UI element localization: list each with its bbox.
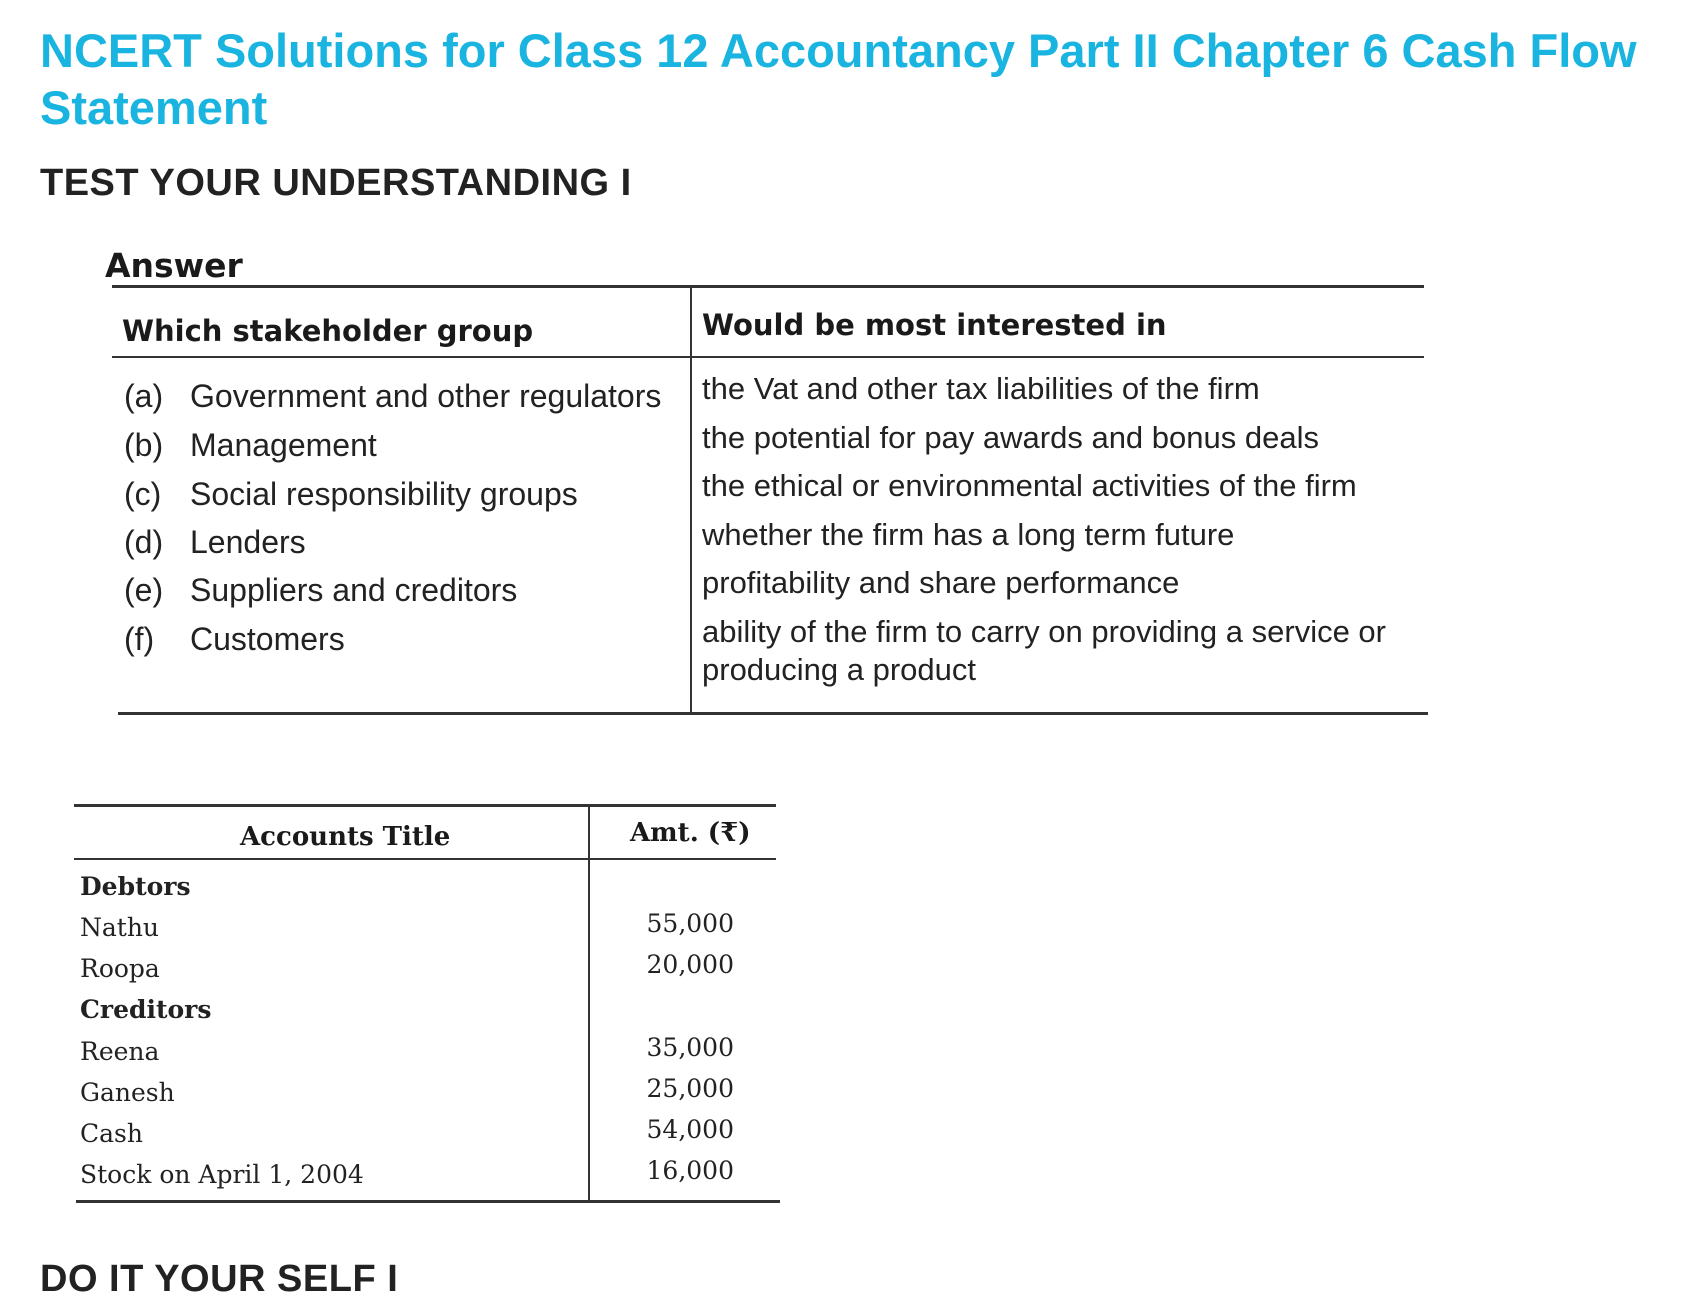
row-label: (f)	[124, 621, 155, 657]
table-row	[124, 524, 306, 561]
interest-text: the Vat and other tax liabilities of the firm	[702, 371, 1260, 406]
row-label: (c)	[124, 476, 162, 512]
account-amount: 54,000	[646, 1115, 734, 1144]
table-top-rule	[74, 804, 776, 807]
account-amount: 35,000	[646, 1033, 734, 1062]
table-header-rule	[74, 858, 776, 860]
table-column-divider	[690, 288, 692, 712]
table-bottom-rule	[76, 1200, 780, 1203]
table-header-rule	[112, 356, 1424, 358]
account-amount: 25,000	[646, 1074, 734, 1103]
account-amount: 20,000	[646, 950, 734, 979]
column-header-interested-in: Would be most interested in	[702, 308, 1167, 342]
row-label: (d)	[124, 524, 164, 560]
account-name: Ganesh	[80, 1078, 175, 1107]
section-heading-do-it-yourself: DO IT YOUR SELF I	[40, 1258, 399, 1300]
account-name: Stock on April 1, 2004	[80, 1160, 364, 1189]
section-heading-test-your-understanding: TEST YOUR UNDERSTANDING I	[40, 162, 632, 204]
interest-text: profitability and share performance	[702, 565, 1180, 600]
table-row	[124, 572, 517, 609]
row-label: (a)	[124, 378, 164, 414]
row-label: (e)	[124, 572, 164, 608]
stakeholder-group: Government and other regulators	[190, 378, 662, 414]
answer-label: Answer	[105, 246, 243, 285]
table-column-divider	[588, 806, 590, 1202]
account-name: Roopa	[80, 954, 160, 983]
interest-text: ability of the firm to carry on providing a service or producing a product	[702, 614, 1386, 687]
account-group-heading: Creditors	[80, 995, 212, 1024]
interest-text: whether the firm has a long term future	[702, 517, 1235, 552]
account-name: Nathu	[80, 913, 160, 942]
table-row	[124, 427, 377, 464]
interest-text: the potential for pay awards and bonus deals	[702, 420, 1319, 455]
stakeholder-group: Management	[190, 427, 377, 463]
stakeholder-group: Suppliers and creditors	[190, 572, 518, 608]
account-name: Cash	[80, 1119, 143, 1148]
stakeholder-group: Social responsibility groups	[190, 476, 578, 512]
column-header-stakeholder-group: Which stakeholder group	[122, 314, 534, 348]
account-group-heading: Debtors	[80, 872, 191, 901]
column-header-amount: Amt. (₹)	[630, 818, 751, 848]
account-amount: 16,000	[646, 1156, 734, 1185]
stakeholder-group: Lenders	[190, 524, 306, 560]
table-row	[124, 621, 345, 658]
stakeholder-group: Customers	[190, 621, 345, 657]
table-bottom-rule	[118, 712, 1428, 715]
column-header-accounts-title: Accounts Title	[240, 822, 451, 852]
row-label: (b)	[124, 427, 164, 463]
account-amount: 55,000	[646, 909, 734, 938]
table-row	[124, 476, 578, 513]
table-row	[124, 378, 661, 415]
account-name: Reena	[80, 1037, 160, 1066]
interest-text: the ethical or environmental activities of the firm	[702, 468, 1357, 503]
table-top-rule	[112, 285, 1424, 288]
page-title: NCERT Solutions for Class 12 Accountancy Part II Chapter 6 Cash Flow Statement	[40, 24, 1637, 134]
